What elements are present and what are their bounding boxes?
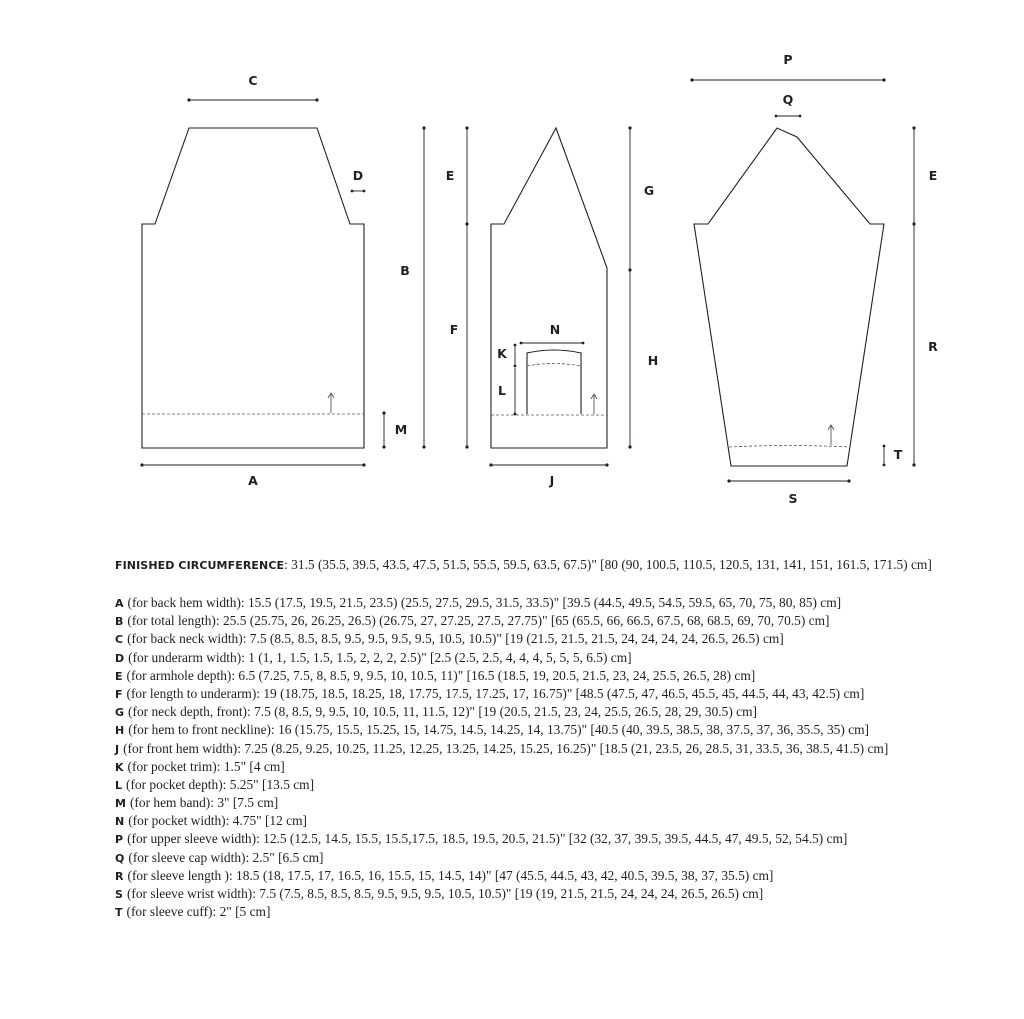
measurement-text: (for pocket depth): 5.25" [13.5 cm]	[126, 776, 315, 792]
dim-l	[514, 368, 517, 415]
measurement-key: P	[115, 833, 124, 847]
label-q: Q	[782, 92, 794, 107]
measurement-text: (for pocket trim): 1.5" [4 cm]	[127, 758, 285, 774]
label-t: T	[893, 447, 903, 462]
measurement-text: (for sleeve length ): 18.5 (18, 17.5, 17, 16.5, 16, 15.5, 15, 14.5, 14)" [47 (45.5, 44.5, 43, 42, 40.5, 39.5, 38, 37, 35.5) cm]	[127, 867, 774, 883]
measurement-key: D	[115, 651, 125, 665]
measurement-item	[115, 594, 888, 612]
label-j: J	[549, 473, 555, 488]
measurement-key: E	[115, 669, 123, 683]
measurement-text: (for back hem width): 15.5 (17.5, 19.5, 21.5, 23.5) (25.5, 27.5, 29.5, 31.5, 33.5)" [39.5 (44.5, 49.5, 54.5, 59.5, 65, 70, 75, 80, 85) cm]	[127, 595, 842, 610]
measurement-key: B	[115, 615, 124, 629]
measurement-item	[115, 703, 888, 721]
measurement-key: L	[115, 778, 123, 792]
sleeve-piece	[690, 52, 938, 506]
measurement-text: (for total length): 25.5 (25.75, 26, 26.25, 26.5) (26.75, 27, 27.25, 27.5, 27.75)" [65 (65.5, 66, 66.5, 67.5, 68, 68.5, 69, 70, 70.5) cm]	[127, 613, 830, 629]
measurement-text: (for hem band): 3" [7.5 cm]	[129, 795, 279, 811]
front-grain-arrow	[591, 394, 597, 414]
measurement-text: (for sleeve cuff): 2" [5 cm]	[126, 904, 271, 920]
measurement-item	[115, 867, 888, 885]
dim-c	[187, 98, 318, 101]
measurement-text: (for sleeve cap width): 2.5" [6.5 cm]	[128, 849, 324, 865]
measurement-key: Q	[115, 851, 125, 865]
sleeve-outline	[694, 128, 884, 466]
label-g: G	[643, 183, 655, 198]
measurement-key: T	[115, 906, 123, 920]
label-d: D	[352, 168, 364, 183]
dim-f	[465, 224, 468, 449]
label-b: B	[400, 263, 410, 278]
finished-circumference	[115, 557, 932, 573]
dim-k	[514, 344, 517, 368]
pocket-trim	[527, 350, 581, 414]
measurement-item	[115, 649, 888, 667]
label-p: P	[783, 52, 793, 67]
front-outline	[491, 128, 607, 448]
measurement-item	[115, 830, 888, 848]
measurement-item	[115, 685, 888, 703]
label-e-front: E	[445, 168, 455, 183]
measurement-item	[115, 903, 888, 921]
measurement-key: C	[115, 633, 124, 647]
measurement-key: G	[115, 706, 125, 720]
measurement-key: F	[115, 687, 123, 701]
label-k: K	[497, 346, 507, 361]
measurement-item	[115, 794, 888, 812]
dim-m	[382, 411, 385, 448]
label-e-sleeve: E	[928, 168, 938, 183]
measurement-item	[115, 667, 888, 685]
measurement-list	[115, 594, 888, 921]
finished-circumference-label: FINISHED CIRCUMFERENCE	[115, 559, 285, 572]
measurement-item	[115, 885, 888, 903]
dim-s	[727, 479, 850, 482]
measurement-item	[115, 849, 888, 867]
measurement-key: M	[115, 797, 126, 811]
measurement-text: (for hem to front neckline): 16 (15.75, 15.5, 15.25, 15, 14.75, 14.5, 14.25, 14, 13.75)" [40.5 (40, 39.5, 38.5, 38, 37.5, 37, 36, 35.5, 35) cm]	[128, 722, 869, 738]
dim-d	[351, 190, 366, 193]
measurement-key: R	[115, 869, 124, 883]
measurement-item	[115, 812, 888, 830]
dim-n	[520, 342, 585, 345]
dim-r	[912, 224, 915, 467]
dim-p	[690, 78, 885, 81]
sleeve-cuff-line	[729, 446, 849, 448]
front-piece	[446, 126, 659, 488]
label-f: F	[449, 322, 459, 337]
measurement-item	[115, 758, 888, 776]
measurement-key: H	[115, 724, 125, 738]
dim-h	[628, 270, 631, 449]
label-l: L	[498, 383, 506, 398]
label-h: H	[647, 353, 659, 368]
measurement-text: (for armhole depth): 6.5 (7.25, 7.5, 8, 8.5, 9, 9.5, 10, 10.5, 11)" [16.5 (18.5, 19, 20.5, 21.5, 23, 24, 25.5, 26.5, 28) cm]	[126, 667, 756, 683]
dim-j	[489, 463, 608, 466]
dim-e-front	[465, 126, 468, 225]
back-piece	[140, 73, 425, 488]
measurement-text: (for front hem width): 7.25 (8.25, 9.25, 10.25, 11.25, 12.25, 13.25, 14.25, 15.25, 16.25)" [18.5 (21, 23.5, 26, 28.5, 31, 33.5, 36, 38.5, 41.5) cm]	[123, 740, 889, 756]
measurement-item	[115, 740, 888, 758]
measurement-text: (for pocket width): 4.75" [12 cm]	[128, 813, 307, 829]
measurement-key: J	[115, 742, 120, 756]
measurement-text: (for neck depth, front): 7.5 (8, 8.5, 9, 9.5, 10, 10.5, 11, 11.5, 12)" [19 (20.5, 21.5, 23, 24, 25.5, 26.5, 28, 29, 30.5) cm]	[128, 704, 757, 720]
label-c: C	[248, 73, 258, 88]
measurement-key: A	[115, 597, 124, 610]
label-m: M	[394, 422, 408, 437]
measurement-text: (for length to underarm): 19 (18.75, 18.5, 18.25, 18, 17.75, 17.5, 17.25, 17, 16.75)" [48.5 (47.5, 47, 46.5, 45.5, 45, 44.5, 44, 43, 42.5) cm]	[126, 685, 865, 701]
label-n: N	[549, 322, 561, 337]
dim-e-sleeve	[912, 126, 915, 225]
measurement-item	[115, 721, 888, 739]
label-s: S	[788, 491, 798, 506]
sleeve-grain-arrow	[828, 425, 834, 445]
measurement-key: K	[115, 760, 124, 774]
measurement-item	[115, 612, 888, 630]
measurement-text: (for back neck width): 7.5 (8.5, 8.5, 8.5, 9.5, 9.5, 9.5, 9.5, 10.5, 10.5)" [19 (21.5, 21.5, 21.5, 24, 24, 24, 24, 26.5, 26.5) cm]	[127, 631, 784, 647]
measurement-item	[115, 776, 888, 794]
measurement-key: N	[115, 815, 125, 829]
back-grain-arrow	[328, 393, 334, 413]
measurement-item	[115, 630, 888, 648]
finished-circumference-value: : 31.5 (35.5, 39.5, 43.5, 47.5, 51.5, 55.5, 59.5, 63.5, 67.5)" [80 (90, 100.5, 110.5, 120.5, 131, 141, 151, 161.5, 171.5) cm]	[284, 557, 932, 572]
measurement-key: S	[115, 888, 123, 901]
measurement-text: (for underarm width): 1 (1, 1, 1.5, 1.5, 1.5, 2, 2, 2, 2.5)" [2.5 (2.5, 2.5, 4, 4, 4, 5, 5, 5, 6.5) cm]	[128, 649, 632, 665]
dim-t	[883, 445, 886, 467]
label-r: R	[928, 339, 938, 354]
dim-b	[422, 126, 425, 448]
label-a: A	[248, 473, 258, 488]
measurement-text: (for upper sleeve width): 12.5 (12.5, 14.5, 15.5, 15.5,17.5, 18.5, 19.5, 20.5, 21.5)" [32 (32, 37, 39.5, 39.5, 44.5, 47, 49.5, 52, 54.5) cm]	[127, 831, 848, 847]
measurement-text: (for sleeve wrist width): 7.5 (7.5, 8.5, 8.5, 8.5, 9.5, 9.5, 9.5, 10.5, 10.5)" [19 (19, 21.5, 21.5, 24, 24, 24, 26.5, 26.5) cm]	[126, 886, 764, 901]
pocket-trim-line	[527, 364, 581, 367]
dim-a	[140, 463, 365, 466]
dim-q	[775, 115, 802, 118]
dim-g	[628, 126, 631, 271]
